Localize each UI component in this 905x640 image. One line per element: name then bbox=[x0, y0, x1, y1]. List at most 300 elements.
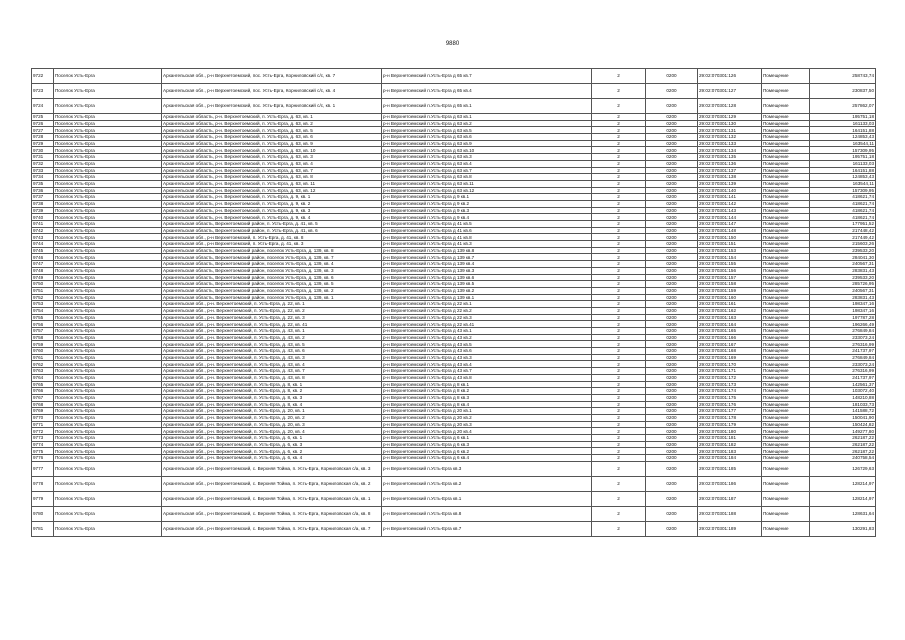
purpose-code-cell: 0200 bbox=[646, 394, 698, 401]
short-address-cell: р-н Верхнетоемский п.Усть-Ерга д 63 кв.4 bbox=[382, 160, 592, 167]
cadastral-value-cell: 276316,99 bbox=[810, 368, 876, 375]
row-number-cell: 9775 bbox=[32, 448, 54, 455]
object-type-cell: Помещение bbox=[762, 294, 810, 301]
short-address-cell: р-н Верхнетоемский п.Усть-Ерга д 8 кв.1 bbox=[382, 381, 592, 388]
full-address-cell: Архангельская область, р-н. Верхнетоемский, п. Усть-Ерга, д. 63, кв. 10 bbox=[162, 147, 382, 154]
group-code-cell: 2 bbox=[592, 388, 646, 395]
table-row bbox=[32, 174, 876, 181]
short-address-cell: р-н Верхнетоемский п.Усть-Ерга д 6 кв.3 bbox=[382, 441, 592, 448]
object-type-cell: Помещение bbox=[762, 241, 810, 248]
short-address-cell: р-н Верхнетоемский п.Усть-Ерга д 63 кв.5 bbox=[382, 127, 592, 134]
group-code-cell: 2 bbox=[592, 301, 646, 308]
full-address-cell: Архангельская область, р-н. Верхнетоемский, п. Усть-Ерга, д. 63, кв. 5 bbox=[162, 127, 382, 134]
full-address-cell: Архангельская обл., р-н. Верхнетоемский, п. Усть-Ерга, д. 8, кв. 2 bbox=[162, 388, 382, 395]
cadastral-value-cell: 128214,97 bbox=[810, 491, 876, 506]
row-number-cell: 9756 bbox=[32, 321, 54, 328]
cadastral-value-cell: 177951,52 bbox=[810, 221, 876, 228]
short-address-cell: р-н Верхнетоемский п.Усть-Ерга д 139 кв.4 bbox=[382, 261, 592, 268]
row-number-cell: 9770 bbox=[32, 414, 54, 421]
row-number-cell: 9734 bbox=[32, 174, 54, 181]
cadastral-value-cell: 148210,88 bbox=[810, 394, 876, 401]
locality-cell: Поселок Усть-Ерга bbox=[54, 421, 162, 428]
purpose-code-cell: 0200 bbox=[646, 287, 698, 294]
cadastral-number-cell: 29:02:070301:183 bbox=[698, 448, 762, 455]
full-address-cell: Архангельская область, р-н. Верхнетоемский, п. Усть-Ерга, д. 63, кв. 11 bbox=[162, 180, 382, 187]
purpose-code-cell: 0200 bbox=[646, 428, 698, 435]
locality-cell: Поселок Усть-Ерга bbox=[54, 361, 162, 368]
short-address-cell: р-н Верхнетоемский п.Усть-Ерга д 63 кв.3 bbox=[382, 154, 592, 161]
row-number-cell: 9774 bbox=[32, 441, 54, 448]
full-address-cell: Архангельская обл., р-н. Верхнетоемский, п. Усть-Ерга, д. 43, кв. 6 bbox=[162, 348, 382, 355]
full-address-cell: Архангельская область, Верхнетоемский район, поселок Усть-Ерга, д. 139, кв. 2 bbox=[162, 287, 382, 294]
row-number-cell: 9730 bbox=[32, 147, 54, 154]
table-row bbox=[32, 301, 876, 308]
cadastral-value-cell: 181033,73 bbox=[810, 401, 876, 408]
cadastral-value-cell: 418621,74 bbox=[810, 207, 876, 214]
locality-cell: Поселок Усть-Ерга bbox=[54, 328, 162, 335]
short-address-cell: р-н Верхнетоемский п.Усть-Ерга д 139 кв.7 bbox=[382, 254, 592, 261]
table-row bbox=[32, 281, 876, 288]
group-code-cell: 2 bbox=[592, 194, 646, 201]
short-address-cell: р-н Верхнетоемский п.Усть-Ерга кв.1 bbox=[382, 491, 592, 506]
object-type-cell: Помещение bbox=[762, 267, 810, 274]
row-number-cell: 9767 bbox=[32, 394, 54, 401]
purpose-code-cell: 0200 bbox=[646, 99, 698, 114]
short-address-cell: р-н Верхнетоемский п.Усть-Ерга д 6 кв.1 bbox=[382, 435, 592, 442]
short-address-cell: р-н Верхнетоемский п.Усть-Ерга д 43 кв.4 bbox=[382, 361, 592, 368]
table-row bbox=[32, 506, 876, 521]
cadastral-number-cell: 29:02:070301:189 bbox=[698, 521, 762, 536]
cadastral-number-cell: 29:02:070301:147 bbox=[698, 221, 762, 228]
table-row bbox=[32, 408, 876, 415]
object-type-cell: Помещение bbox=[762, 394, 810, 401]
group-code-cell: 2 bbox=[592, 99, 646, 114]
full-address-cell: Архангельская область, р-н. Верхнетоемский, п. Усть-Ерга, д. 63, кв. 1 bbox=[162, 114, 382, 121]
locality-cell: Поселок Усть-Ерга bbox=[54, 267, 162, 274]
short-address-cell: р-н Верхнетоемский п.Усть-Ерга д 43 кв.2 bbox=[382, 334, 592, 341]
row-number-cell: 9768 bbox=[32, 401, 54, 408]
locality-cell: Поселок Усть-Ерга bbox=[54, 435, 162, 442]
full-address-cell: Архангельская обл., р-н. Верхнетоемский, п. Усть-Ерга, д. 6, кв. 4 bbox=[162, 455, 382, 462]
cadastral-value-cell: 157309,95 bbox=[810, 147, 876, 154]
locality-cell: Поселок Усть-Ерга bbox=[54, 281, 162, 288]
row-number-cell: 9751 bbox=[32, 287, 54, 294]
full-address-cell: Архангельская обл., р-н Верхнетоемский, пос. Усть-Ерга, Корниловский с/с, кв. 1 bbox=[162, 99, 382, 114]
cadastral-value-cell: 161133,03 bbox=[810, 160, 876, 167]
row-number-cell: 9760 bbox=[32, 348, 54, 355]
row-number-cell: 9727 bbox=[32, 127, 54, 134]
locality-cell: Поселок Усть-Ерга bbox=[54, 307, 162, 314]
locality-cell: Поселок Усть-Ерга bbox=[54, 334, 162, 341]
locality-cell: Поселок Усть-Ерга bbox=[54, 274, 162, 281]
object-type-cell: Помещение bbox=[762, 408, 810, 415]
short-address-cell: р-н Верхнетоемский п.Усть-Ерга д 41 кв.3 bbox=[382, 241, 592, 248]
table-row bbox=[32, 147, 876, 154]
row-number-cell: 9737 bbox=[32, 194, 54, 201]
locality-cell: Поселок Усть-Ерга bbox=[54, 174, 162, 181]
table-row bbox=[32, 491, 876, 506]
purpose-code-cell: 0200 bbox=[646, 294, 698, 301]
full-address-cell: Архангельская обл., р-н Верхнетоемский, с. Верхняя Тойма, п. Усть-Ерга, Корниловская с/а, кв. 1 bbox=[162, 491, 382, 506]
full-address-cell: Архангельская обл., р-н. Верхнетоемский, п. Усть-Ерга, д. 43, кв. 3 bbox=[162, 354, 382, 361]
cadastral-number-cell: 29:02:070301:128 bbox=[698, 99, 762, 114]
short-address-cell: р-н Верхнетоемский п.Усть-Ерга д 63 кв.9 bbox=[382, 140, 592, 147]
group-code-cell: 2 bbox=[592, 314, 646, 321]
group-code-cell: 2 bbox=[592, 234, 646, 241]
table-row bbox=[32, 120, 876, 127]
purpose-code-cell: 0200 bbox=[646, 301, 698, 308]
cadastral-value-cell: 142561,37 bbox=[810, 381, 876, 388]
group-code-cell: 2 bbox=[592, 307, 646, 314]
purpose-code-cell: 0200 bbox=[646, 361, 698, 368]
object-type-cell: Помещение bbox=[762, 221, 810, 228]
cadastral-number-cell: 29:02:070301:168 bbox=[698, 348, 762, 355]
full-address-cell: Архангельская обл., р-н Верхнетоемский, п. Усть-Ерга, д. 41, кв. 3 bbox=[162, 241, 382, 248]
locality-cell: Поселок Усть-Ерга bbox=[54, 301, 162, 308]
locality-cell: Поселок Усть-Ерга bbox=[54, 321, 162, 328]
table-row bbox=[32, 194, 876, 201]
group-code-cell: 2 bbox=[592, 207, 646, 214]
short-address-cell: р-н Верхнетоемский п.Усть-Ерга д 63 кв.11 bbox=[382, 180, 592, 187]
row-number-cell: 9752 bbox=[32, 294, 54, 301]
table-row bbox=[32, 214, 876, 221]
table-row bbox=[32, 241, 876, 248]
cadastral-value-cell: 230837,50 bbox=[810, 84, 876, 99]
cadastral-value-cell: 276849,84 bbox=[810, 328, 876, 335]
purpose-code-cell: 0200 bbox=[646, 421, 698, 428]
purpose-code-cell: 0200 bbox=[646, 180, 698, 187]
purpose-code-cell: 0200 bbox=[646, 267, 698, 274]
group-code-cell: 2 bbox=[592, 274, 646, 281]
page-number: 9880 bbox=[445, 41, 460, 47]
cadastral-value-cell: 241737,97 bbox=[810, 348, 876, 355]
cadastral-value-cell: 233073,24 bbox=[810, 361, 876, 368]
object-type-cell: Помещение bbox=[762, 421, 810, 428]
group-code-cell: 2 bbox=[592, 294, 646, 301]
cadastral-value-cell: 418621,74 bbox=[810, 214, 876, 221]
full-address-cell: Архангельская обл., р-н. Верхнетоемский, п. Усть-Ерга, д. 43, кв. 2 bbox=[162, 334, 382, 341]
short-address-cell: р-н Верхнетоемский п.Усть-Ерга д 43 кв.8 bbox=[382, 374, 592, 381]
full-address-cell: Архангельская обл., р-н Верхнетоемский, пос. Усть-Ерга, Корниловский с/с, кв. 7 bbox=[162, 69, 382, 84]
short-address-cell: р-н Верхнетоемский п.Усть-Ерга д 41 кв.6 bbox=[382, 227, 592, 234]
object-type-cell: Помещение bbox=[762, 99, 810, 114]
cadastral-value-cell: 283831,43 bbox=[810, 267, 876, 274]
group-code-cell: 2 bbox=[592, 127, 646, 134]
cadastral-number-cell: 29:02:070301:185 bbox=[698, 461, 762, 476]
cadastral-number-cell: 29:02:070301:151 bbox=[698, 241, 762, 248]
row-number-cell: 9747 bbox=[32, 261, 54, 268]
object-type-cell: Помещение bbox=[762, 247, 810, 254]
full-address-cell: Архангельская область, Верхнетоемский район, поселок Усть-Ерга, д. 139, кв. 1 bbox=[162, 294, 382, 301]
table-row bbox=[32, 461, 876, 476]
locality-cell: Поселок Усть-Ерга bbox=[54, 99, 162, 114]
object-type-cell: Помещение bbox=[762, 227, 810, 234]
group-code-cell: 2 bbox=[592, 167, 646, 174]
cadastral-value-cell: 164151,88 bbox=[810, 167, 876, 174]
cadastral-number-cell: 29:02:070301:144 bbox=[698, 214, 762, 221]
cadastral-value-cell: 284041,30 bbox=[810, 254, 876, 261]
row-number-cell: 9765 bbox=[32, 381, 54, 388]
short-address-cell: р-н Верхнетоемский п.Усть-Ерга д 139 кв.5 bbox=[382, 281, 592, 288]
row-number-cell: 9757 bbox=[32, 328, 54, 335]
table-row bbox=[32, 414, 876, 421]
object-type-cell: Помещение bbox=[762, 127, 810, 134]
locality-cell: Поселок Усть-Ерга bbox=[54, 134, 162, 141]
cadastral-number-cell: 29:02:070301:176 bbox=[698, 401, 762, 408]
object-type-cell: Помещение bbox=[762, 381, 810, 388]
purpose-code-cell: 0200 bbox=[646, 174, 698, 181]
group-code-cell: 2 bbox=[592, 441, 646, 448]
group-code-cell: 2 bbox=[592, 394, 646, 401]
short-address-cell: р-н Верхнетоемский п.Усть-Ерга д 22 кв.41 bbox=[382, 321, 592, 328]
full-address-cell: Архангельская область, р-н. Верхнетоемский, п. Усть-Ерга, д. 63, кв. 3 bbox=[162, 154, 382, 161]
object-type-cell: Помещение bbox=[762, 414, 810, 421]
purpose-code-cell: 0200 bbox=[646, 147, 698, 154]
cadastral-value-cell: 285726,95 bbox=[810, 281, 876, 288]
group-code-cell: 2 bbox=[592, 267, 646, 274]
short-address-cell: р-н Верхнетоемский п.Усть-Ерга д 63 кв.2 bbox=[382, 120, 592, 127]
row-number-cell: 9744 bbox=[32, 241, 54, 248]
group-code-cell: 2 bbox=[592, 114, 646, 121]
locality-cell: Поселок Усть-Ерга bbox=[54, 140, 162, 147]
group-code-cell: 2 bbox=[592, 381, 646, 388]
full-address-cell: Архангельская обл., р-н. Верхнетоемский, п. Усть-Ерга, д. 8, кв. 1 bbox=[162, 381, 382, 388]
group-code-cell: 2 bbox=[592, 428, 646, 435]
locality-cell: Поселок Усть-Ерга bbox=[54, 241, 162, 248]
group-code-cell: 2 bbox=[592, 506, 646, 521]
purpose-code-cell: 0200 bbox=[646, 506, 698, 521]
table-row bbox=[32, 441, 876, 448]
cadastral-number-cell: 29:02:070301:129 bbox=[698, 114, 762, 121]
table-row bbox=[32, 227, 876, 234]
group-code-cell: 2 bbox=[592, 241, 646, 248]
cadastral-value-cell: 258743,74 bbox=[810, 69, 876, 84]
table-row bbox=[32, 428, 876, 435]
short-address-cell: р-н Верхнетоемский п.Усть-Ерга д 65 кв.4 bbox=[382, 84, 592, 99]
locality-cell: Поселок Усть-Ерга bbox=[54, 294, 162, 301]
cadastral-value-cell: 215603,26 bbox=[810, 241, 876, 248]
table-row bbox=[32, 134, 876, 141]
table-row bbox=[32, 334, 876, 341]
group-code-cell: 2 bbox=[592, 334, 646, 341]
locality-cell: Поселок Усть-Ерга bbox=[54, 207, 162, 214]
table-row bbox=[32, 435, 876, 442]
purpose-code-cell: 0200 bbox=[646, 307, 698, 314]
group-code-cell: 2 bbox=[592, 328, 646, 335]
short-address-cell: р-н Верхнетоемский п.Усть-Ерга д 139 кв.3 bbox=[382, 267, 592, 274]
short-address-cell: р-н Верхнетоемский п.Усть-Ерга кв.7 bbox=[382, 521, 592, 536]
locality-cell: Поселок Усть-Ерга bbox=[54, 368, 162, 375]
table-row bbox=[32, 99, 876, 114]
purpose-code-cell: 0200 bbox=[646, 154, 698, 161]
purpose-code-cell: 0200 bbox=[646, 448, 698, 455]
table-row bbox=[32, 476, 876, 491]
group-code-cell: 2 bbox=[592, 154, 646, 161]
row-number-cell: 9728 bbox=[32, 134, 54, 141]
purpose-code-cell: 0200 bbox=[646, 247, 698, 254]
cadastral-value-cell: 240758,54 bbox=[810, 455, 876, 462]
row-number-cell: 9781 bbox=[32, 521, 54, 536]
locality-cell: Поселок Усть-Ерга bbox=[54, 374, 162, 381]
table-row bbox=[32, 180, 876, 187]
cadastral-value-cell: 240567,31 bbox=[810, 261, 876, 268]
short-address-cell: р-н Верхнетоемский п.Усть-Ерга д 9 кв.4 bbox=[382, 214, 592, 221]
cadastral-number-cell: 29:02:070301:131 bbox=[698, 127, 762, 134]
group-code-cell: 2 bbox=[592, 348, 646, 355]
purpose-code-cell: 0200 bbox=[646, 401, 698, 408]
cadastral-value-cell: 103072,40 bbox=[810, 388, 876, 395]
full-address-cell: Архангельская область, р-н. Верхнетоемский, п. Усть-Ерга, д. 9, кв. 4 bbox=[162, 214, 382, 221]
object-type-cell: Помещение bbox=[762, 140, 810, 147]
cadastral-number-cell: 29:02:070301:134 bbox=[698, 147, 762, 154]
table-row bbox=[32, 234, 876, 241]
cadastral-number-cell: 29:02:070301:172 bbox=[698, 374, 762, 381]
full-address-cell: Архангельская область, р-н. Верхнетоемский, п. Усть-Ерга, д. 63, кв. 8 bbox=[162, 174, 382, 181]
group-code-cell: 2 bbox=[592, 261, 646, 268]
cadastral-number-cell: 29:02:070301:155 bbox=[698, 261, 762, 268]
purpose-code-cell: 0200 bbox=[646, 274, 698, 281]
table-row bbox=[32, 421, 876, 428]
cadastral-number-cell: 29:02:070301:148 bbox=[698, 227, 762, 234]
full-address-cell: Архангельская область, Верхнетоемский район, поселок Усть-Ерга, д. 139, кв. 3 bbox=[162, 267, 382, 274]
table-row bbox=[32, 381, 876, 388]
full-address-cell: Архангельская область, р-н. Верхнетоемский, п. Усть-Ерга, д. 9, кв. 2 bbox=[162, 200, 382, 207]
group-code-cell: 2 bbox=[592, 491, 646, 506]
object-type-cell: Помещение bbox=[762, 388, 810, 395]
object-type-cell: Помещение bbox=[762, 461, 810, 476]
object-type-cell: Помещение bbox=[762, 521, 810, 536]
object-type-cell: Помещение bbox=[762, 160, 810, 167]
row-number-cell: 9731 bbox=[32, 154, 54, 161]
purpose-code-cell: 0200 bbox=[646, 140, 698, 147]
row-number-cell: 9755 bbox=[32, 314, 54, 321]
cadastral-number-cell: 29:02:070301:153 bbox=[698, 247, 762, 254]
short-address-cell: р-н Верхнетоемский п.Усть-Ерга д 63 кв.7 bbox=[382, 167, 592, 174]
short-address-cell: р-н Верхнетоемский п.Усть-Ерга д 20 кв.4 bbox=[382, 428, 592, 435]
table-row bbox=[32, 354, 876, 361]
purpose-code-cell: 0200 bbox=[646, 476, 698, 491]
object-type-cell: Помещение bbox=[762, 368, 810, 375]
locality-cell: Поселок Усть-Ерга bbox=[54, 227, 162, 234]
locality-cell: Поселок Усть-Ерга bbox=[54, 448, 162, 455]
group-code-cell: 2 bbox=[592, 174, 646, 181]
cadastral-number-cell: 29:02:070301:162 bbox=[698, 307, 762, 314]
table-row bbox=[32, 314, 876, 321]
short-address-cell: р-н Верхнетоемский п.Усть-Ерга д 65 кв.1 bbox=[382, 99, 592, 114]
short-address-cell: р-н Верхнетоемский п.Усть-Ерга д 41 кв.5 bbox=[382, 221, 592, 228]
full-address-cell: Архангельская обл., р-н. Верхнетоемский, п. Усть-Ерга, д. 6, кв. 3 bbox=[162, 441, 382, 448]
object-type-cell: Помещение bbox=[762, 180, 810, 187]
cadastral-number-cell: 29:02:070301:126 bbox=[698, 69, 762, 84]
full-address-cell: Архангельская обл., р-н Верхнетоемский, с. Верхняя Тойма, п. Усть-Ерга, Корниловская с/а, кв. 3 bbox=[162, 461, 382, 476]
full-address-cell: Архангельская область, Верхнетоемский район, поселок Усть-Ерга, д. 139, кв. 8 bbox=[162, 247, 382, 254]
object-type-cell: Помещение bbox=[762, 361, 810, 368]
short-address-cell: р-н Верхнетоемский п.Усть-Ерга д 9 кв.1 bbox=[382, 194, 592, 201]
purpose-code-cell: 0200 bbox=[646, 334, 698, 341]
group-code-cell: 2 bbox=[592, 160, 646, 167]
cadastral-number-cell: 29:02:070301:177 bbox=[698, 408, 762, 415]
short-address-cell: р-н Верхнетоемский п.Усть-Ерга д 63 кв.1 bbox=[382, 114, 592, 121]
cadastral-value-cell: 198347,16 bbox=[810, 301, 876, 308]
object-type-cell: Помещение bbox=[762, 154, 810, 161]
purpose-code-cell: 0200 bbox=[646, 491, 698, 506]
locality-cell: Поселок Усть-Ерга bbox=[54, 194, 162, 201]
locality-cell: Поселок Усть-Ерга bbox=[54, 428, 162, 435]
short-address-cell: р-н Верхнетоемский п.Усть-Ерга д 8 кв.3 bbox=[382, 394, 592, 401]
object-type-cell: Помещение bbox=[762, 448, 810, 455]
group-code-cell: 2 bbox=[592, 408, 646, 415]
object-type-cell: Помещение bbox=[762, 348, 810, 355]
cadastral-value-cell: 418621,74 bbox=[810, 194, 876, 201]
short-address-cell: р-н Верхнетоемский п.Усть-Ерга д 65 кв.7 bbox=[382, 69, 592, 84]
purpose-code-cell: 0200 bbox=[646, 368, 698, 375]
cadastral-number-cell: 29:02:070301:181 bbox=[698, 435, 762, 442]
locality-cell: Поселок Усть-Ерга bbox=[54, 461, 162, 476]
short-address-cell: р-н Верхнетоемский п.Усть-Ерга д 20 кв.1 bbox=[382, 408, 592, 415]
row-number-cell: 9759 bbox=[32, 341, 54, 348]
table-row bbox=[32, 207, 876, 214]
cadastral-value-cell: 163544,11 bbox=[810, 140, 876, 147]
locality-cell: Поселок Усть-Ерга bbox=[54, 287, 162, 294]
short-address-cell: р-н Верхнетоемский п.Усть-Ерга д 63 кв.10 bbox=[382, 147, 592, 154]
cadastral-value-cell: 157309,95 bbox=[810, 187, 876, 194]
purpose-code-cell: 0200 bbox=[646, 388, 698, 395]
cadastral-value-cell: 150424,82 bbox=[810, 421, 876, 428]
object-type-cell: Помещение bbox=[762, 287, 810, 294]
group-code-cell: 2 bbox=[592, 321, 646, 328]
row-number-cell: 9776 bbox=[32, 455, 54, 462]
table-row bbox=[32, 394, 876, 401]
full-address-cell: Архангельская область, р-н. Верхнетоемский, п. Усть-Ерга, д. 63, кв. 2 bbox=[162, 120, 382, 127]
group-code-cell: 2 bbox=[592, 221, 646, 228]
purpose-code-cell: 0200 bbox=[646, 194, 698, 201]
locality-cell: Поселок Усть-Ерга bbox=[54, 401, 162, 408]
cadastral-value-cell: 198347,16 bbox=[810, 307, 876, 314]
purpose-code-cell: 0200 bbox=[646, 234, 698, 241]
row-number-cell: 9771 bbox=[32, 421, 54, 428]
short-address-cell: р-н Верхнетоемский п.Усть-Ерга д 63 кв.8 bbox=[382, 174, 592, 181]
locality-cell: Поселок Усть-Ерга bbox=[54, 167, 162, 174]
locality-cell: Поселок Усть-Ерга bbox=[54, 476, 162, 491]
cadastral-number-cell: 29:02:070301:156 bbox=[698, 267, 762, 274]
cadastral-value-cell: 217449,42 bbox=[810, 234, 876, 241]
cadastral-value-cell: 262187,22 bbox=[810, 448, 876, 455]
cadastral-value-cell: 150041,90 bbox=[810, 414, 876, 421]
table-row bbox=[32, 388, 876, 395]
cadastral-number-cell: 29:02:070301:188 bbox=[698, 506, 762, 521]
table-row bbox=[32, 127, 876, 134]
object-type-cell: Помещение bbox=[762, 254, 810, 261]
row-number-cell: 9742 bbox=[32, 227, 54, 234]
purpose-code-cell: 0200 bbox=[646, 200, 698, 207]
object-type-cell: Помещение bbox=[762, 281, 810, 288]
group-code-cell: 2 bbox=[592, 281, 646, 288]
full-address-cell: Архангельская обл., р-н. Верхнетоемский, п. Усть-Ерга, д. 22, кв. 41 bbox=[162, 321, 382, 328]
cadastral-value-cell: 418621,74 bbox=[810, 200, 876, 207]
object-type-cell: Помещение bbox=[762, 328, 810, 335]
cadastral-number-cell: 29:02:070301:161 bbox=[698, 301, 762, 308]
full-address-cell: Архангельская обл., р-н. Верхнетоемский, п. Усть-Ерга, д. 43, кв. 4 bbox=[162, 361, 382, 368]
row-number-cell: 9772 bbox=[32, 428, 54, 435]
object-type-cell: Помещение bbox=[762, 321, 810, 328]
locality-cell: Поселок Усть-Ерга bbox=[54, 348, 162, 355]
object-type-cell: Помещение bbox=[762, 401, 810, 408]
group-code-cell: 2 bbox=[592, 476, 646, 491]
cadastral-number-cell: 29:02:070301:135 bbox=[698, 154, 762, 161]
cadastral-value-cell: 128214,97 bbox=[810, 476, 876, 491]
full-address-cell: Архангельская обл., р-н Верхнетоемский, с. Верхняя Тойма, п. Усть-Ерга, Корниловская с/а, кв. 8 bbox=[162, 506, 382, 521]
cadastral-number-cell: 29:02:070301:164 bbox=[698, 321, 762, 328]
